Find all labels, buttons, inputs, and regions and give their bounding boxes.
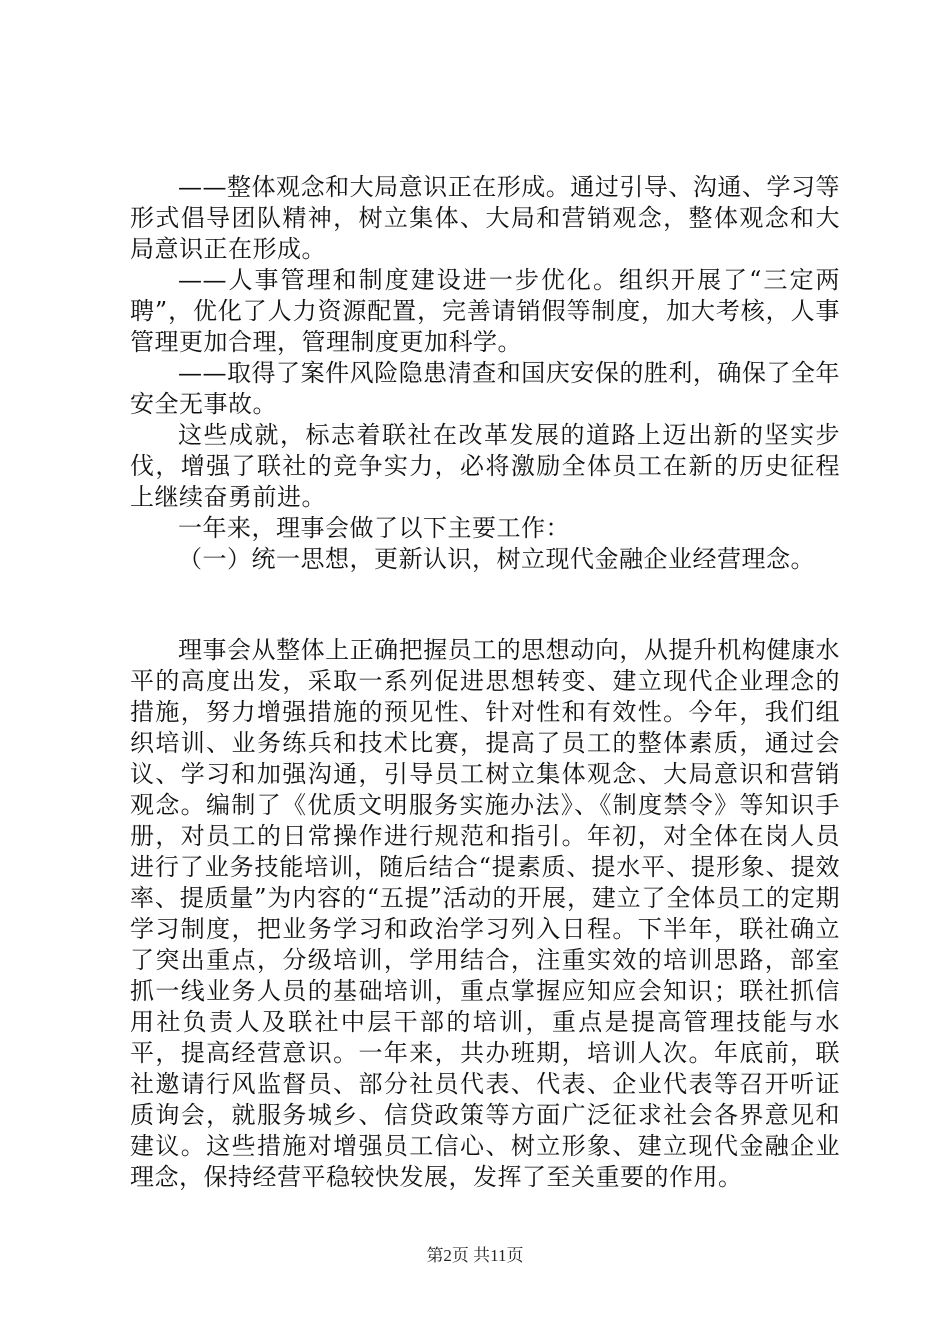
paragraph-personnel-management: ——人事管理和制度建设进一步优化。组织开展了“三定两聘”，优化了人力资源配置，完善请销假等制度，加大考核，人事管理更加合理，管理制度更加科学。 [130, 266, 840, 356]
paragraph-safety: ——取得了案件风险隐患清查和国庆安保的胜利，确保了全年安全无事故。 [130, 359, 840, 418]
paragraph-board-work: 理事会从整体上正确把握员工的思想动向，从提升机构健康水平的高度出发，采取一系列促进思想转变、建立现代企业理念的措施，努力增强措施的预见性、针对性和有效性。今年，我们组织培训、业务练兵和技术比赛，提高了员工的整体素质，通过会议、学习和加强沟通，引导员工树立集体观念、大局意识和营销观念。编制了《优质文明服务实施办法》、《制度禁令》等知识手册，对员工的日常操作进行规范和指引。年初，对全体在岗人员进行了业务技能培训，随后结合“提素质、提水平、提形象、提效率、提质量”为内容的“五提”活动的开展，建立了全体员工的定期学习制度，把业务学习和政治学习列入日程。下半年，联社确立了突出重点，分级培训，学用结合，注重实效的培训思路，部室抓一线业务人员的基础培训，重点掌握应知应会知识；联社抓信用社负责人及联社中层干部的培训，重点是提高管理技能与水平，提高经营意识。一年来，共办班期，培训人次。年底前，联社邀请行风监督员、部分社员代表、代表、企业代表等召开听证质询会，就服务城乡、信贷政策等方面广泛征求社会各界意见和建议。这些措施对增强员工信心、树立形象、建立现代金融企业理念，保持经营平稳较快发展，发挥了至关重要的作用。 [130, 636, 840, 1191]
paragraph-achievements: 这些成就，标志着联社在改革发展的道路上迈出新的坚实步伐，增强了联社的竞争实力，必将激励全体员工在新的历史征程上继续奋勇前进。 [130, 421, 840, 511]
paragraph-main-work-intro: 一年来，理事会做了以下主要工作： [178, 514, 570, 542]
section-heading-1: （一）统一思想，更新认识，树立现代金融企业经营理念。 [178, 545, 815, 573]
document-body [130, 172, 840, 1193]
paragraph-overall-concept: ——整体观念和大局意识正在形成。通过引导、沟通、学习等形式倡导团队精神，树立集体、大局和营销观念，整体观念和大局意识正在形成。 [130, 173, 840, 263]
page-number-footer: 第2页 共11页 [426, 1246, 524, 1265]
